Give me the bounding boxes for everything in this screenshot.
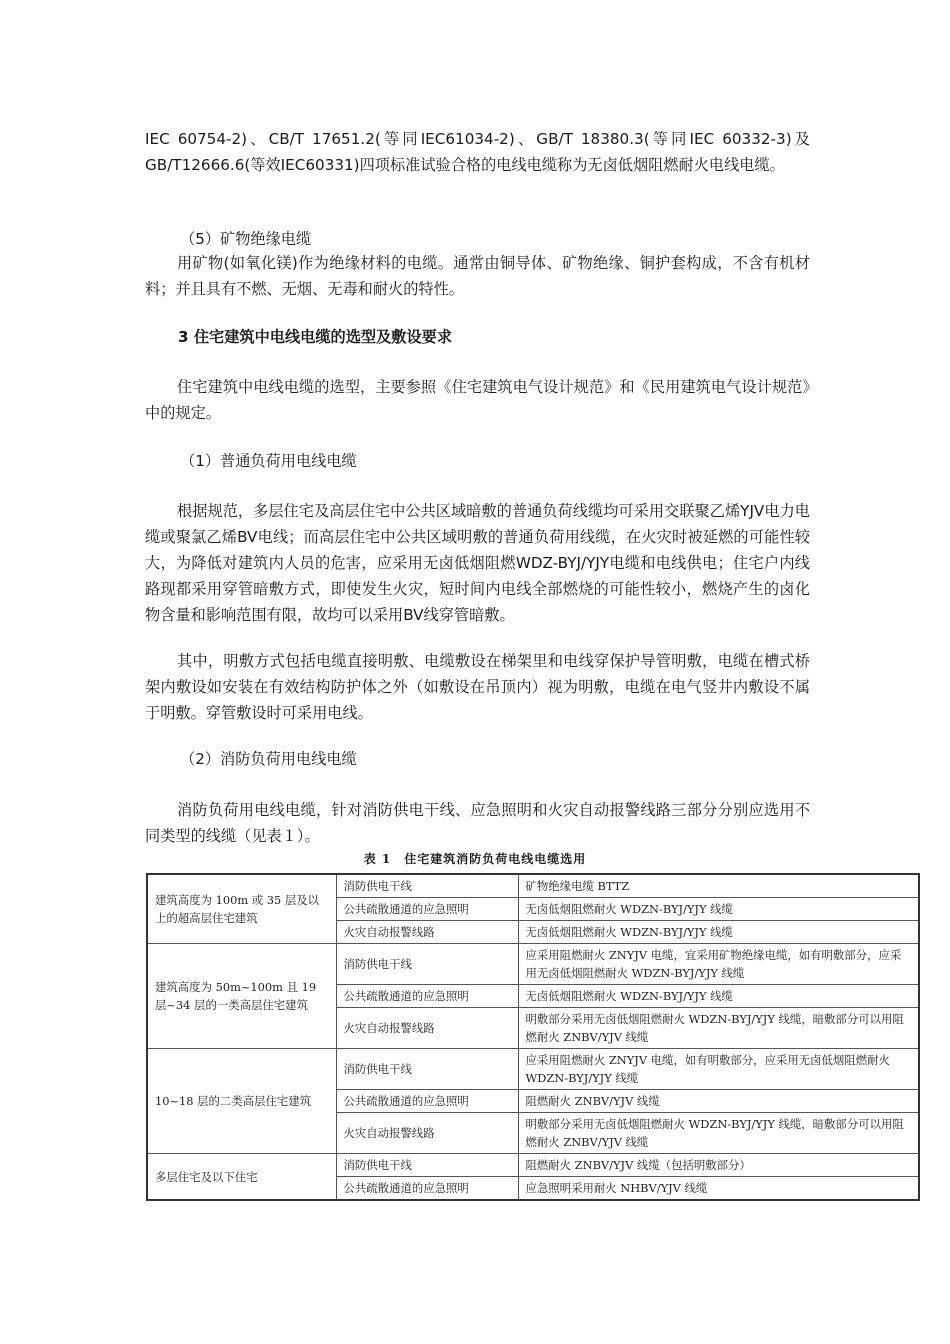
cable-cell: 无卤低烟阻燃耐火 WDZN-BYJ/YJY 线缆 — [518, 898, 919, 921]
paragraph-selection-basis: 住宅建筑中电线电缆的选型，主要参照《住宅建筑电气设计规范》和《民用建筑电气设计规范》中的规定。 — [145, 378, 810, 422]
table-row — [147, 874, 919, 898]
circuit-cell: 公共疏散通道的应急照明 — [336, 1177, 518, 1201]
building-type-cell: 建筑高度为 50m~100m 且 19 层~34 层的一类高层住宅建筑 — [147, 944, 336, 1049]
circuit-cell: 消防供电干线 — [336, 1049, 518, 1090]
cable-cell: 明敷部分采用无卤低烟阻燃耐火 WDZN-BYJ/YJY 线缆，暗敷部分可以用阻燃耐火 ZNBV/YJV 线缆 — [518, 1008, 919, 1049]
cable-cell: 阻燃耐火 ZNBV/YJV 线缆 — [518, 1090, 919, 1113]
cable-cell: 无卤低烟阻燃耐火 WDZN-BYJ/YJY 线缆 — [518, 985, 919, 1008]
cable-cell: 应采用阻燃耐火 ZNYJV 电缆，宜采用矿物绝缘电缆，如有明敷部分，应采用无卤低烟阻燃耐火 WDZN-BYJ/YJY 线缆 — [518, 944, 919, 985]
building-type-cell: 10~18 层的二类高层住宅建筑 — [147, 1049, 336, 1154]
paragraph-open-laying: 其中，明敷方式包括电缆直接明敷、电缆敷设在梯架里和电线穿保护导管明敷，电缆在槽式桥架内敷设如安装在有效结构防护体之外（如敷设在吊顶内）视为明敷，电缆在电气竖井内敷设不属于明敷。穿管敷设时可采用电线。 — [145, 652, 810, 722]
paragraph-fire-load: 消防负荷用电线电缆，针对消防供电干线、应急照明和火灾自动报警线路三部分分别应选用不同类型的线缆（见表１）。 — [145, 801, 810, 845]
section-heading-3: 3 住宅建筑中电线电缆的选型及敷设要求 — [178, 328, 453, 346]
cable-cell: 应急照明采用耐火 NHBV/YJV 线缆 — [518, 1177, 919, 1201]
cable-cell: 应采用阻燃耐火 ZNYJV 电缆，如有明敷部分，应采用无卤低烟阻燃耐火 WDZN-BYJ/YJY 线缆 — [518, 1049, 919, 1090]
paragraph-mineral-cable: 用矿物(如氧化镁)作为绝缘材料的电缆。通常由铜导体、矿物绝缘、铜护套构成，不含有机材料；并且具有不燃、无烟、无毒和耐火的特性。 — [145, 254, 810, 298]
circuit-cell: 公共疏散通道的应急照明 — [336, 898, 518, 921]
paragraph-normal-load: 根据规范，多层住宅及高层住宅中公共区域暗敷的普通负荷线缆均可采用交联聚乙烯YJV电力电缆或聚氯乙烯BV电线；而高层住宅中公共区域明敷的普通负荷用线缆，在火灾时被延燃的可能性较大，为降低对建筑内人员的危害，应采用无卤低烟阻燃WDZ-BYJ/YJY电缆和电线供电；住宅户内线路现都采用穿管暗敷方式，即使发生火灾，短时间内电线全部燃烧的可能性较小，燃烧产生的卤化物含量和影响范围有限，故均可以采用BV线穿管暗敷。 — [145, 502, 810, 624]
paragraph-standards: IEC 60754-2)、CB/T 17651.2(等同IEC61034-2)、GB/T 18380.3(等同IEC 60332-3)及GB/T12666.6(等效IEC60331)四项标准试验合格的电线电缆称为无卤低烟阻燃耐火电线电缆。 — [145, 130, 810, 174]
cable-cell: 阻燃耐火 ZNBV/YJV 线缆（包括明敷部分） — [518, 1154, 919, 1177]
circuit-cell: 消防供电干线 — [336, 874, 518, 898]
subheading-mineral-cable: （5）矿物绝缘电缆 — [180, 230, 312, 248]
table-row — [147, 1154, 919, 1177]
circuit-cell: 消防供电干线 — [336, 944, 518, 985]
circuit-cell: 火灾自动报警线路 — [336, 1113, 518, 1154]
cable-cell: 无卤低烟阻燃耐火 WDZN-BYJ/YJY 线缆 — [518, 921, 919, 944]
subheading-normal-load: （1）普通负荷用电线电缆 — [180, 452, 357, 470]
subheading-fire-load: （2）消防负荷用电线电缆 — [180, 750, 357, 768]
circuit-cell: 火灾自动报警线路 — [336, 921, 518, 944]
cable-cell: 明敷部分采用无卤低烟阻燃耐火 WDZN-BYJ/YJY 线缆，暗敷部分可以用阻燃耐火 ZNBV/YJV 线缆 — [518, 1113, 919, 1154]
circuit-cell: 公共疏散通道的应急照明 — [336, 985, 518, 1008]
cable-cell: 矿物绝缘电缆 BTTZ — [518, 874, 919, 898]
table-caption: 表 1 住宅建筑消防负荷电线电缆选用 — [363, 852, 587, 866]
building-type-cell: 建筑高度为 100m 或 35 层及以上的超高层住宅建筑 — [147, 874, 336, 944]
circuit-cell: 公共疏散通道的应急照明 — [336, 1090, 518, 1113]
building-type-cell: 多层住宅及以下住宅 — [147, 1154, 336, 1201]
table-row — [147, 944, 919, 985]
circuit-cell: 消防供电干线 — [336, 1154, 518, 1177]
circuit-cell: 火灾自动报警线路 — [336, 1008, 518, 1049]
table-row — [147, 1049, 919, 1090]
fire-cable-table — [146, 873, 920, 1201]
